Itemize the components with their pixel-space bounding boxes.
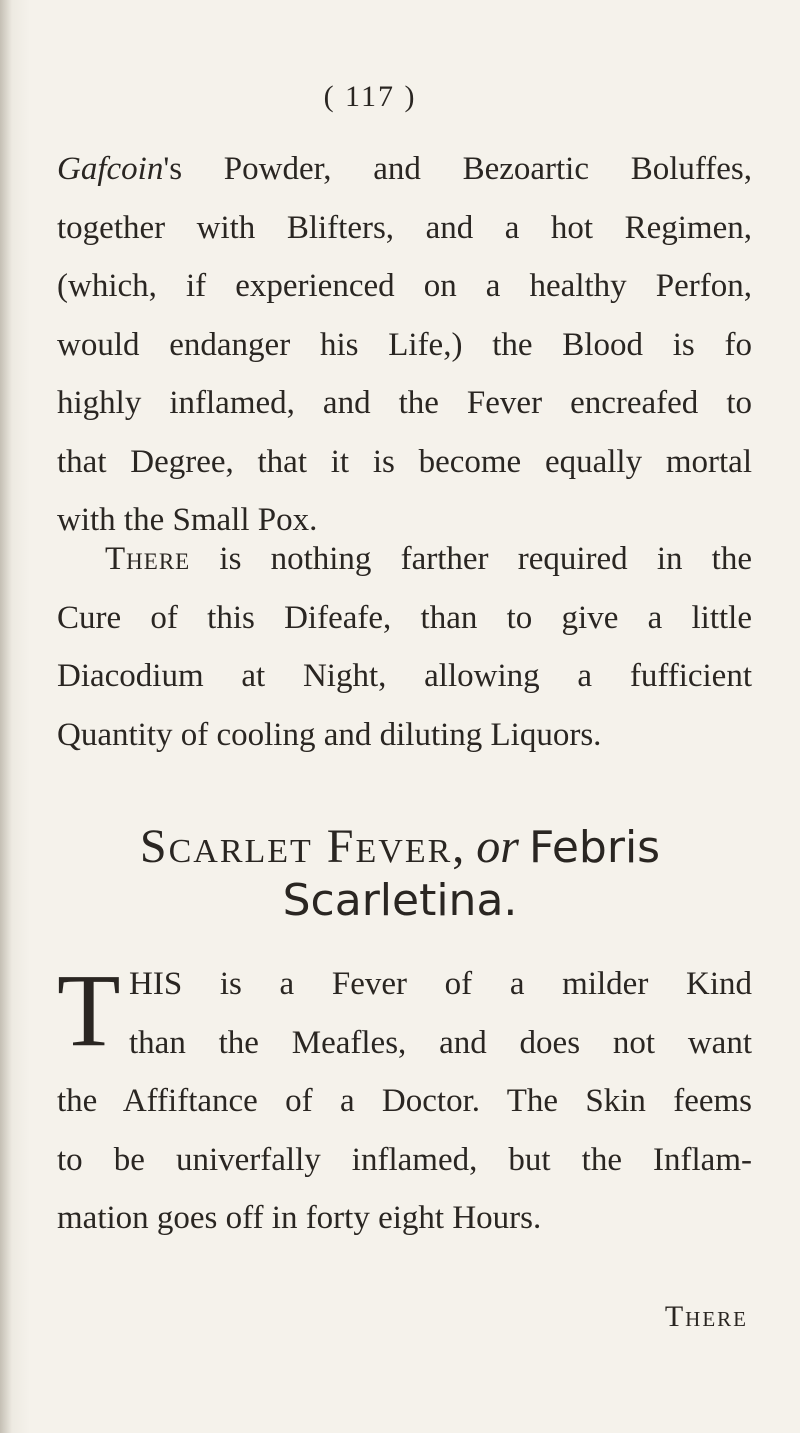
text-line [57,955,752,1014]
heading-part: Scarlet Fever, [139,820,467,873]
drop-cap: T [57,953,121,1068]
text-line: together with Blifters, and a hot Regimen, [57,209,752,246]
paragraph-3 [57,955,752,1248]
text-line: the Affiftance of a Doctor. The Skin feems [57,1083,752,1119]
section-heading [0,818,800,877]
catchword: There [664,1300,748,1333]
text-line: highly inflamed, and the Fever encreafed to [57,385,752,421]
section-heading-line-2: Scarletina. [282,875,518,926]
text-line: Quantity of cooling and diluting Liquors. [57,716,602,753]
small-caps-word: There [105,541,191,577]
page-gutter-shadow [0,0,12,1433]
text-line: than the Meafles, and does not want [129,1024,752,1061]
text-line: with the Small Pox. [57,502,318,538]
text-line: that Degree, that it is become equally mortal [57,443,752,480]
text-line [57,530,752,589]
text-line [57,140,752,199]
heading-part: Febris [528,822,661,873]
page-number: ( 117 ) [323,80,417,113]
caps-word: HIS [129,966,183,1002]
paragraph-1 [57,140,752,550]
text-line: Diacodium at Night, allowing a fufficient [57,658,752,694]
text-line: mation goes off in forty eight Hours. [57,1200,542,1236]
paragraph-2 [57,530,752,764]
text-line: (which, if experienced on a healthy Perfon, [57,268,752,304]
text-fragment: is nothing farther required in the [190,541,752,577]
text-fragment: is a Fever of a milder Kind [182,966,752,1002]
text-line: would endanger his Life,) the Blood is fo [57,326,752,363]
heading-conjunction: or [476,820,519,873]
italic-word: Gafcoin [57,151,164,187]
text-line: to be univerfally inflamed, but the Inflam- [57,1141,752,1178]
text-line: Cure of this Difeafe, than to give a little [57,599,752,636]
text-fragment: 's Powder, and Bezoartic Boluffes, [163,151,752,187]
